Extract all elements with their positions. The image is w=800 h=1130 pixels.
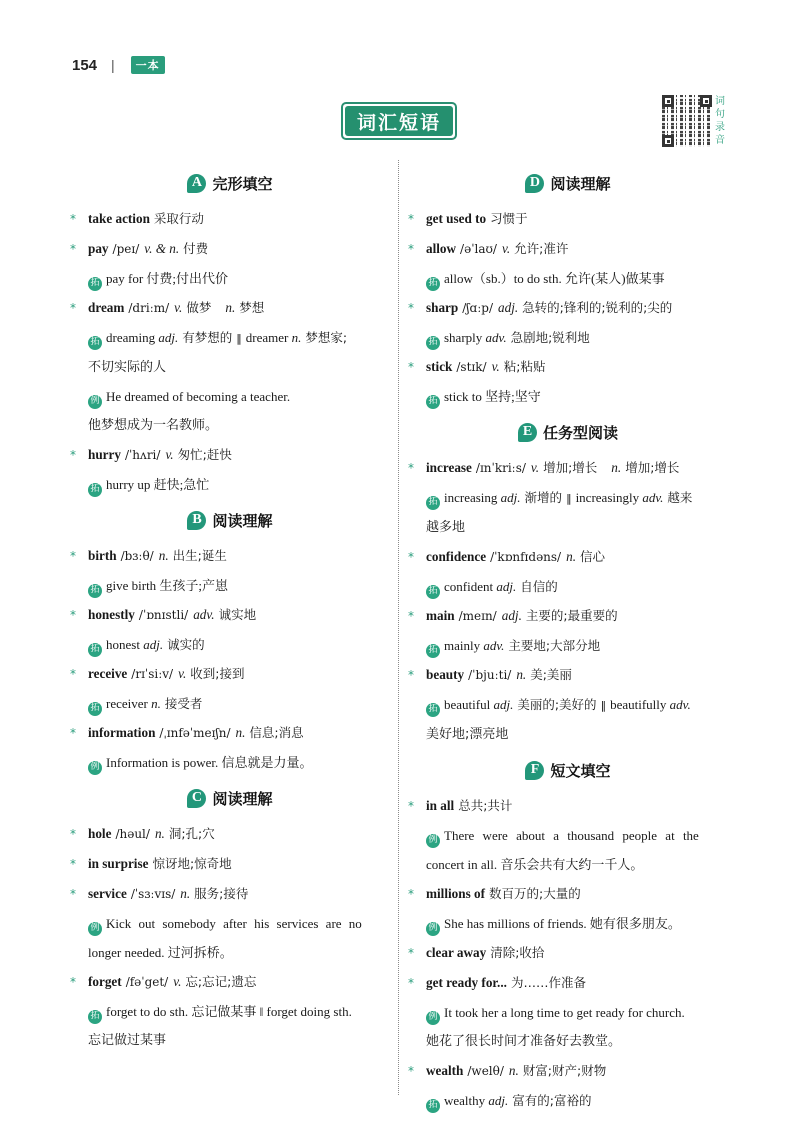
example-line <box>70 382 390 411</box>
expansion-line <box>70 689 390 718</box>
headword: in surprise <box>88 856 149 871</box>
meaning: 越来 <box>667 490 693 505</box>
vocab-entry <box>408 879 728 938</box>
section-badge-icon: F <box>525 761 544 780</box>
vocab-entry <box>70 819 390 849</box>
part-of-speech: adj. <box>498 300 519 315</box>
phonetic: /ˈsɜːvɪs/ <box>130 887 176 901</box>
section-c-heading <box>70 783 390 813</box>
section-f-heading <box>408 755 728 785</box>
qr-label-char: 音 <box>715 135 725 146</box>
derived-word: mainly <box>444 638 481 653</box>
page-number: 154 <box>72 56 98 74</box>
headword: clear away <box>426 945 487 960</box>
part-of-speech: adj. <box>500 490 521 505</box>
meaning: 清除;收拾 <box>490 945 545 960</box>
headword: wealth <box>426 1063 464 1078</box>
qr-label-char: 录 <box>715 122 725 133</box>
meaning: 渐增的 <box>524 490 563 505</box>
vocab-entry <box>70 849 390 879</box>
part-of-speech: v. <box>530 460 540 475</box>
section-title-banner <box>341 102 457 140</box>
star-icon: * <box>408 212 414 226</box>
derived-word: wealthy <box>444 1093 486 1108</box>
vocab-entry <box>408 968 728 1056</box>
meaning: 梦想 <box>239 300 265 315</box>
vocab-entry <box>408 542 728 601</box>
expansion-line <box>70 264 390 293</box>
headword: information <box>88 725 156 740</box>
expansion-continuation: 不切实际的人 <box>88 360 167 375</box>
vocab-entry <box>70 293 390 440</box>
headword: in all <box>426 798 455 813</box>
section-badge-icon: B <box>187 511 206 530</box>
headword: service <box>88 886 127 901</box>
meaning: 接受者 <box>164 696 203 711</box>
qr-code-icon[interactable] <box>662 95 712 147</box>
part-of-speech: v. <box>178 666 187 681</box>
part-of-speech: n. <box>151 696 161 711</box>
expansion-text: stick to 坚持;坚守 <box>444 389 541 404</box>
part-of-speech: adv. <box>642 490 664 505</box>
star-icon: * <box>408 609 414 623</box>
qr-label-char: 词 <box>715 96 725 107</box>
phonetic: /stɪk/ <box>456 360 487 374</box>
phonetic: /welθ/ <box>467 1064 504 1078</box>
headword: sharp <box>426 300 459 315</box>
example-marker-icon: 例 <box>88 395 102 409</box>
example-text: He dreamed of becoming a teacher. <box>106 389 291 404</box>
expand-marker-icon: 拓 <box>426 496 440 510</box>
phonetic: /ʃɑːp/ <box>462 301 493 315</box>
expand-marker-icon: 拓 <box>426 585 440 599</box>
qr-label-char: 句 <box>715 109 725 120</box>
expansion-continuation: 越多地 <box>426 520 466 535</box>
qr-label <box>715 95 725 147</box>
vocab-entry <box>408 601 728 660</box>
expansion-line <box>408 1086 728 1115</box>
expansion-continuation: 美好地;漂亮地 <box>426 727 509 742</box>
star-icon: * <box>70 857 76 871</box>
phonetic: /ˈkɒnfɪdəns/ <box>490 550 562 564</box>
meaning: 出生;诞生 <box>172 548 227 563</box>
section-title: 任务型阅读 <box>542 423 618 442</box>
meaning: 匆忙;赶快 <box>177 447 232 462</box>
example-line <box>408 998 728 1027</box>
star-icon: * <box>408 976 414 990</box>
section-title: 阅读理解 <box>212 789 273 808</box>
meaning: 有梦想的 <box>182 330 233 345</box>
phonetic: /ˈɒnɪstli/ <box>138 608 189 622</box>
meaning: 总共;共计 <box>458 798 513 813</box>
vocab-entry <box>70 440 390 499</box>
part-of-speech: v. <box>165 447 174 462</box>
phonetic: /əˈlaʊ/ <box>460 242 497 256</box>
phonetic: /rɪˈsiːv/ <box>131 667 174 681</box>
vocab-entry <box>70 600 390 659</box>
meaning: 数百万的;大量的 <box>488 886 581 901</box>
meaning: 富有的;富裕的 <box>512 1093 592 1108</box>
phonetic: /bɜːθ/ <box>120 549 154 563</box>
headword: get ready for... <box>426 975 507 990</box>
meaning: 财富;财产;财物 <box>522 1063 607 1078</box>
section-title: 阅读理解 <box>550 174 611 193</box>
headword: honestly <box>88 607 135 622</box>
phonetic: /driːm/ <box>128 301 170 315</box>
expansion-line <box>408 690 728 720</box>
meaning: 梦想家; <box>305 330 348 345</box>
expansion-line <box>70 323 390 353</box>
title-banner-text: 词汇短语 <box>345 106 453 136</box>
part-of-speech: adv. <box>669 697 691 712</box>
part-of-speech: n. <box>516 667 527 682</box>
derived-word: beautiful <box>444 697 491 712</box>
section-d-heading <box>408 168 728 198</box>
expand-marker-icon: 拓 <box>426 336 440 350</box>
qr-block[interactable] <box>662 95 725 147</box>
example-continuation: concert in all. 音乐会共有大约一千人。 <box>426 857 644 872</box>
star-icon: * <box>408 1064 414 1078</box>
headword: birth <box>88 548 117 563</box>
expansion-line <box>408 264 728 293</box>
meaning: 急剧地;锐利地 <box>510 330 590 345</box>
part-of-speech: adv. <box>483 638 505 653</box>
star-icon: * <box>408 550 414 564</box>
example-line <box>70 748 390 777</box>
expansion-line <box>70 997 390 1026</box>
section-badge-icon: A <box>187 174 206 193</box>
meaning: 诚实地 <box>218 607 257 622</box>
vocab-entry <box>70 234 390 293</box>
derived-word: increasing <box>444 490 498 505</box>
headword: increase <box>426 460 472 475</box>
phonetic: /ˈhʌri/ <box>124 448 161 462</box>
expand-marker-icon: 拓 <box>426 644 440 658</box>
double-bar-separator: ‖ <box>600 699 607 712</box>
example-marker-icon: 例 <box>88 761 102 775</box>
example-translation: 她花了很长时间才准备好去教堂。 <box>426 1034 622 1049</box>
expansion-continuation: 忘记做过某事 <box>88 1033 167 1048</box>
meaning: 主要地;大部分地 <box>508 638 601 653</box>
part-of-speech: n. <box>180 886 191 901</box>
vocab-entry <box>70 718 390 777</box>
right-column <box>408 168 728 1115</box>
vocab-entry <box>408 660 728 749</box>
example-continuation: longer needed. 过河拆桥。 <box>88 945 233 960</box>
section-b-heading <box>70 505 390 535</box>
section-title: 阅读理解 <box>212 511 273 530</box>
part-of-speech: adj. <box>501 608 522 623</box>
expand-marker-icon: 拓 <box>88 584 102 598</box>
vocab-entry <box>408 234 728 293</box>
headword: pay <box>88 241 109 256</box>
part-of-speech: n. <box>611 460 622 475</box>
example-marker-icon: 例 <box>426 1011 440 1025</box>
meaning: 自信的 <box>520 579 558 594</box>
section-badge-icon: E <box>518 423 537 442</box>
vocab-entry <box>70 967 390 1055</box>
headword: millions of <box>426 886 485 901</box>
page-header <box>72 56 165 74</box>
example-marker-icon: 例 <box>426 922 440 936</box>
vocab-entry <box>70 541 390 600</box>
example-text: Kick out somebody after his services are no <box>106 916 362 931</box>
column-divider <box>398 160 399 1095</box>
expansion-text: hurry up 赶快;急忙 <box>106 477 210 492</box>
star-icon: * <box>70 448 76 462</box>
meaning: 忘;忘记;遗忘 <box>185 974 257 989</box>
example-line <box>408 909 728 938</box>
section-badge-icon: C <box>187 789 206 808</box>
vocab-entry <box>408 791 728 879</box>
brand-tag: 一本 <box>131 56 165 74</box>
expansion-text: forget to do sth. 忘记做某事 ‖ forget doing sth. <box>106 1004 352 1019</box>
part-of-speech: adj. <box>143 637 164 652</box>
meaning: 急转的;锋利的;锐利的;尖的 <box>522 300 673 315</box>
phonetic: /ˌɪnfəˈmeɪʃn/ <box>159 726 231 740</box>
derived-word: honest <box>106 637 140 652</box>
meaning: 美丽的;美好的 <box>517 697 597 712</box>
meaning: 付费 <box>183 241 209 256</box>
phonetic: /peɪ/ <box>112 242 140 256</box>
meaning: 主要的;最重要的 <box>525 608 618 623</box>
star-icon: * <box>70 212 76 226</box>
vocab-entry <box>408 938 728 968</box>
section-title: 短文填空 <box>550 761 611 780</box>
expand-marker-icon: 拓 <box>88 336 102 350</box>
star-icon: * <box>408 946 414 960</box>
section-e-heading <box>408 417 728 447</box>
meaning: 做梦 <box>186 300 212 315</box>
example-text: Information is power. 信息就是力量。 <box>106 755 313 770</box>
derived-word: dreaming <box>106 330 156 345</box>
expand-marker-icon: 拓 <box>426 277 440 291</box>
meaning: 信心 <box>579 549 605 564</box>
star-icon: * <box>70 549 76 563</box>
part-of-speech: n. <box>235 725 246 740</box>
meaning: 采取行动 <box>153 211 204 226</box>
part-of-speech: v. <box>174 300 183 315</box>
vocab-entry <box>408 1056 728 1115</box>
part-of-speech: n. <box>291 330 302 345</box>
example-line <box>70 909 390 938</box>
meaning: 收到;接到 <box>190 666 245 681</box>
vocab-entry <box>70 879 390 967</box>
part-of-speech: v. <box>501 241 511 256</box>
expansion-line <box>408 572 728 601</box>
expand-marker-icon: 拓 <box>88 483 102 497</box>
derived-word: increasingly <box>575 490 640 505</box>
section-a-heading <box>70 168 390 198</box>
phonetic: /meɪn/ <box>458 609 497 623</box>
meaning: 惊讶地;惊奇地 <box>152 856 232 871</box>
headword: hole <box>88 826 112 841</box>
part-of-speech: adj. <box>488 1093 509 1108</box>
phonetic: /həul/ <box>115 827 150 841</box>
example-text: There were about a thousand people at the <box>444 828 699 843</box>
phonetic: /fəˈget/ <box>125 975 169 989</box>
headword: allow <box>426 241 457 256</box>
left-column <box>70 168 390 1055</box>
star-icon: * <box>70 827 76 841</box>
meaning: 允许;准许 <box>514 241 569 256</box>
example-marker-icon: 例 <box>88 922 102 936</box>
headword: beauty <box>426 667 465 682</box>
star-icon: * <box>408 360 414 374</box>
double-bar-separator: ‖ <box>566 492 572 505</box>
headword: confidence <box>426 549 487 564</box>
meaning: 为……作准备 <box>510 975 586 990</box>
star-icon: * <box>408 887 414 901</box>
expansion-text: allow（sb.）to do sth. 允许(某人)做某事 <box>444 271 665 286</box>
expand-marker-icon: 拓 <box>88 1010 102 1024</box>
example-text: It took her a long time to get ready for church. <box>444 1005 685 1020</box>
part-of-speech: adv. <box>485 330 507 345</box>
vocab-entry <box>408 293 728 352</box>
example-marker-icon: 例 <box>426 834 440 848</box>
derived-word: beautifully <box>610 697 667 712</box>
phonetic: /ˈbjuːti/ <box>468 668 512 682</box>
meaning: 服务;接待 <box>194 886 249 901</box>
expansion-line <box>408 631 728 660</box>
example-line <box>408 821 728 850</box>
example-translation: 他梦想成为一名教师。 <box>88 418 219 433</box>
part-of-speech: n. <box>225 300 236 315</box>
double-bar-separator: ‖ <box>236 332 242 345</box>
expand-marker-icon: 拓 <box>426 1099 440 1113</box>
star-icon: * <box>70 975 76 989</box>
vocab-entry <box>70 659 390 718</box>
star-icon: * <box>70 301 76 315</box>
star-icon: * <box>70 608 76 622</box>
expand-marker-icon: 拓 <box>426 395 440 409</box>
star-icon: * <box>408 461 414 475</box>
meaning: 增加;增长 <box>543 460 598 475</box>
star-icon: * <box>70 726 76 740</box>
expansion-line <box>408 323 728 352</box>
derived-word: sharply <box>444 330 483 345</box>
expansion-line <box>408 483 728 513</box>
meaning: 诚实的 <box>167 637 205 652</box>
derived-word: dreamer <box>245 330 289 345</box>
headword: forget <box>88 974 122 989</box>
section-title: 完形填空 <box>212 174 273 193</box>
meaning: 美;美丽 <box>530 667 572 682</box>
headword: get used to <box>426 211 487 226</box>
meaning: 增加;增长 <box>625 460 680 475</box>
expansion-line <box>408 382 728 411</box>
expansion-text: pay for 付费;付出代价 <box>106 271 229 286</box>
derived-word: receiver <box>106 696 148 711</box>
expansion-text: give birth 生孩子;产崽 <box>106 578 229 593</box>
meaning: 习惯于 <box>490 211 528 226</box>
derived-word: confident <box>444 579 494 594</box>
star-icon: * <box>408 242 414 256</box>
meaning: 粘;粘贴 <box>503 359 546 374</box>
section-badge-icon: D <box>525 174 544 193</box>
expand-marker-icon: 拓 <box>88 277 102 291</box>
meaning: 洞;孔;穴 <box>168 826 215 841</box>
headword: dream <box>88 300 125 315</box>
star-icon: * <box>70 242 76 256</box>
part-of-speech: n. <box>154 826 165 841</box>
headword: take action <box>88 211 150 226</box>
part-of-speech: v. <box>173 974 182 989</box>
vocab-entry <box>408 204 728 234</box>
part-of-speech: n. <box>508 1063 519 1078</box>
header-separator: | <box>111 57 115 73</box>
part-of-speech: adj. <box>158 330 179 345</box>
headword: main <box>426 608 455 623</box>
part-of-speech: v. & n. <box>144 241 180 256</box>
expansion-line <box>70 470 390 499</box>
part-of-speech: v. <box>491 359 500 374</box>
headword: stick <box>426 359 453 374</box>
phonetic: /ɪnˈkriːs/ <box>475 461 526 475</box>
example-text: She has millions of friends. 她有很多朋友。 <box>444 916 681 931</box>
expansion-line <box>70 630 390 659</box>
star-icon: * <box>408 799 414 813</box>
headword: hurry <box>88 447 121 462</box>
star-icon: * <box>408 668 414 682</box>
star-icon: * <box>408 301 414 315</box>
expansion-line <box>70 571 390 600</box>
vocab-entry <box>408 352 728 411</box>
expand-marker-icon: 拓 <box>88 702 102 716</box>
vocab-entry <box>408 453 728 542</box>
expand-marker-icon: 拓 <box>426 703 440 717</box>
expand-marker-icon: 拓 <box>88 643 102 657</box>
part-of-speech: adj. <box>493 697 514 712</box>
vocab-entry <box>70 204 390 234</box>
headword: receive <box>88 666 128 681</box>
star-icon: * <box>70 887 76 901</box>
meaning: 信息;消息 <box>249 725 304 740</box>
part-of-speech: adv. <box>193 607 215 622</box>
part-of-speech: n. <box>158 548 169 563</box>
part-of-speech: adj. <box>496 579 517 594</box>
part-of-speech: n. <box>566 549 576 564</box>
star-icon: * <box>70 667 76 681</box>
